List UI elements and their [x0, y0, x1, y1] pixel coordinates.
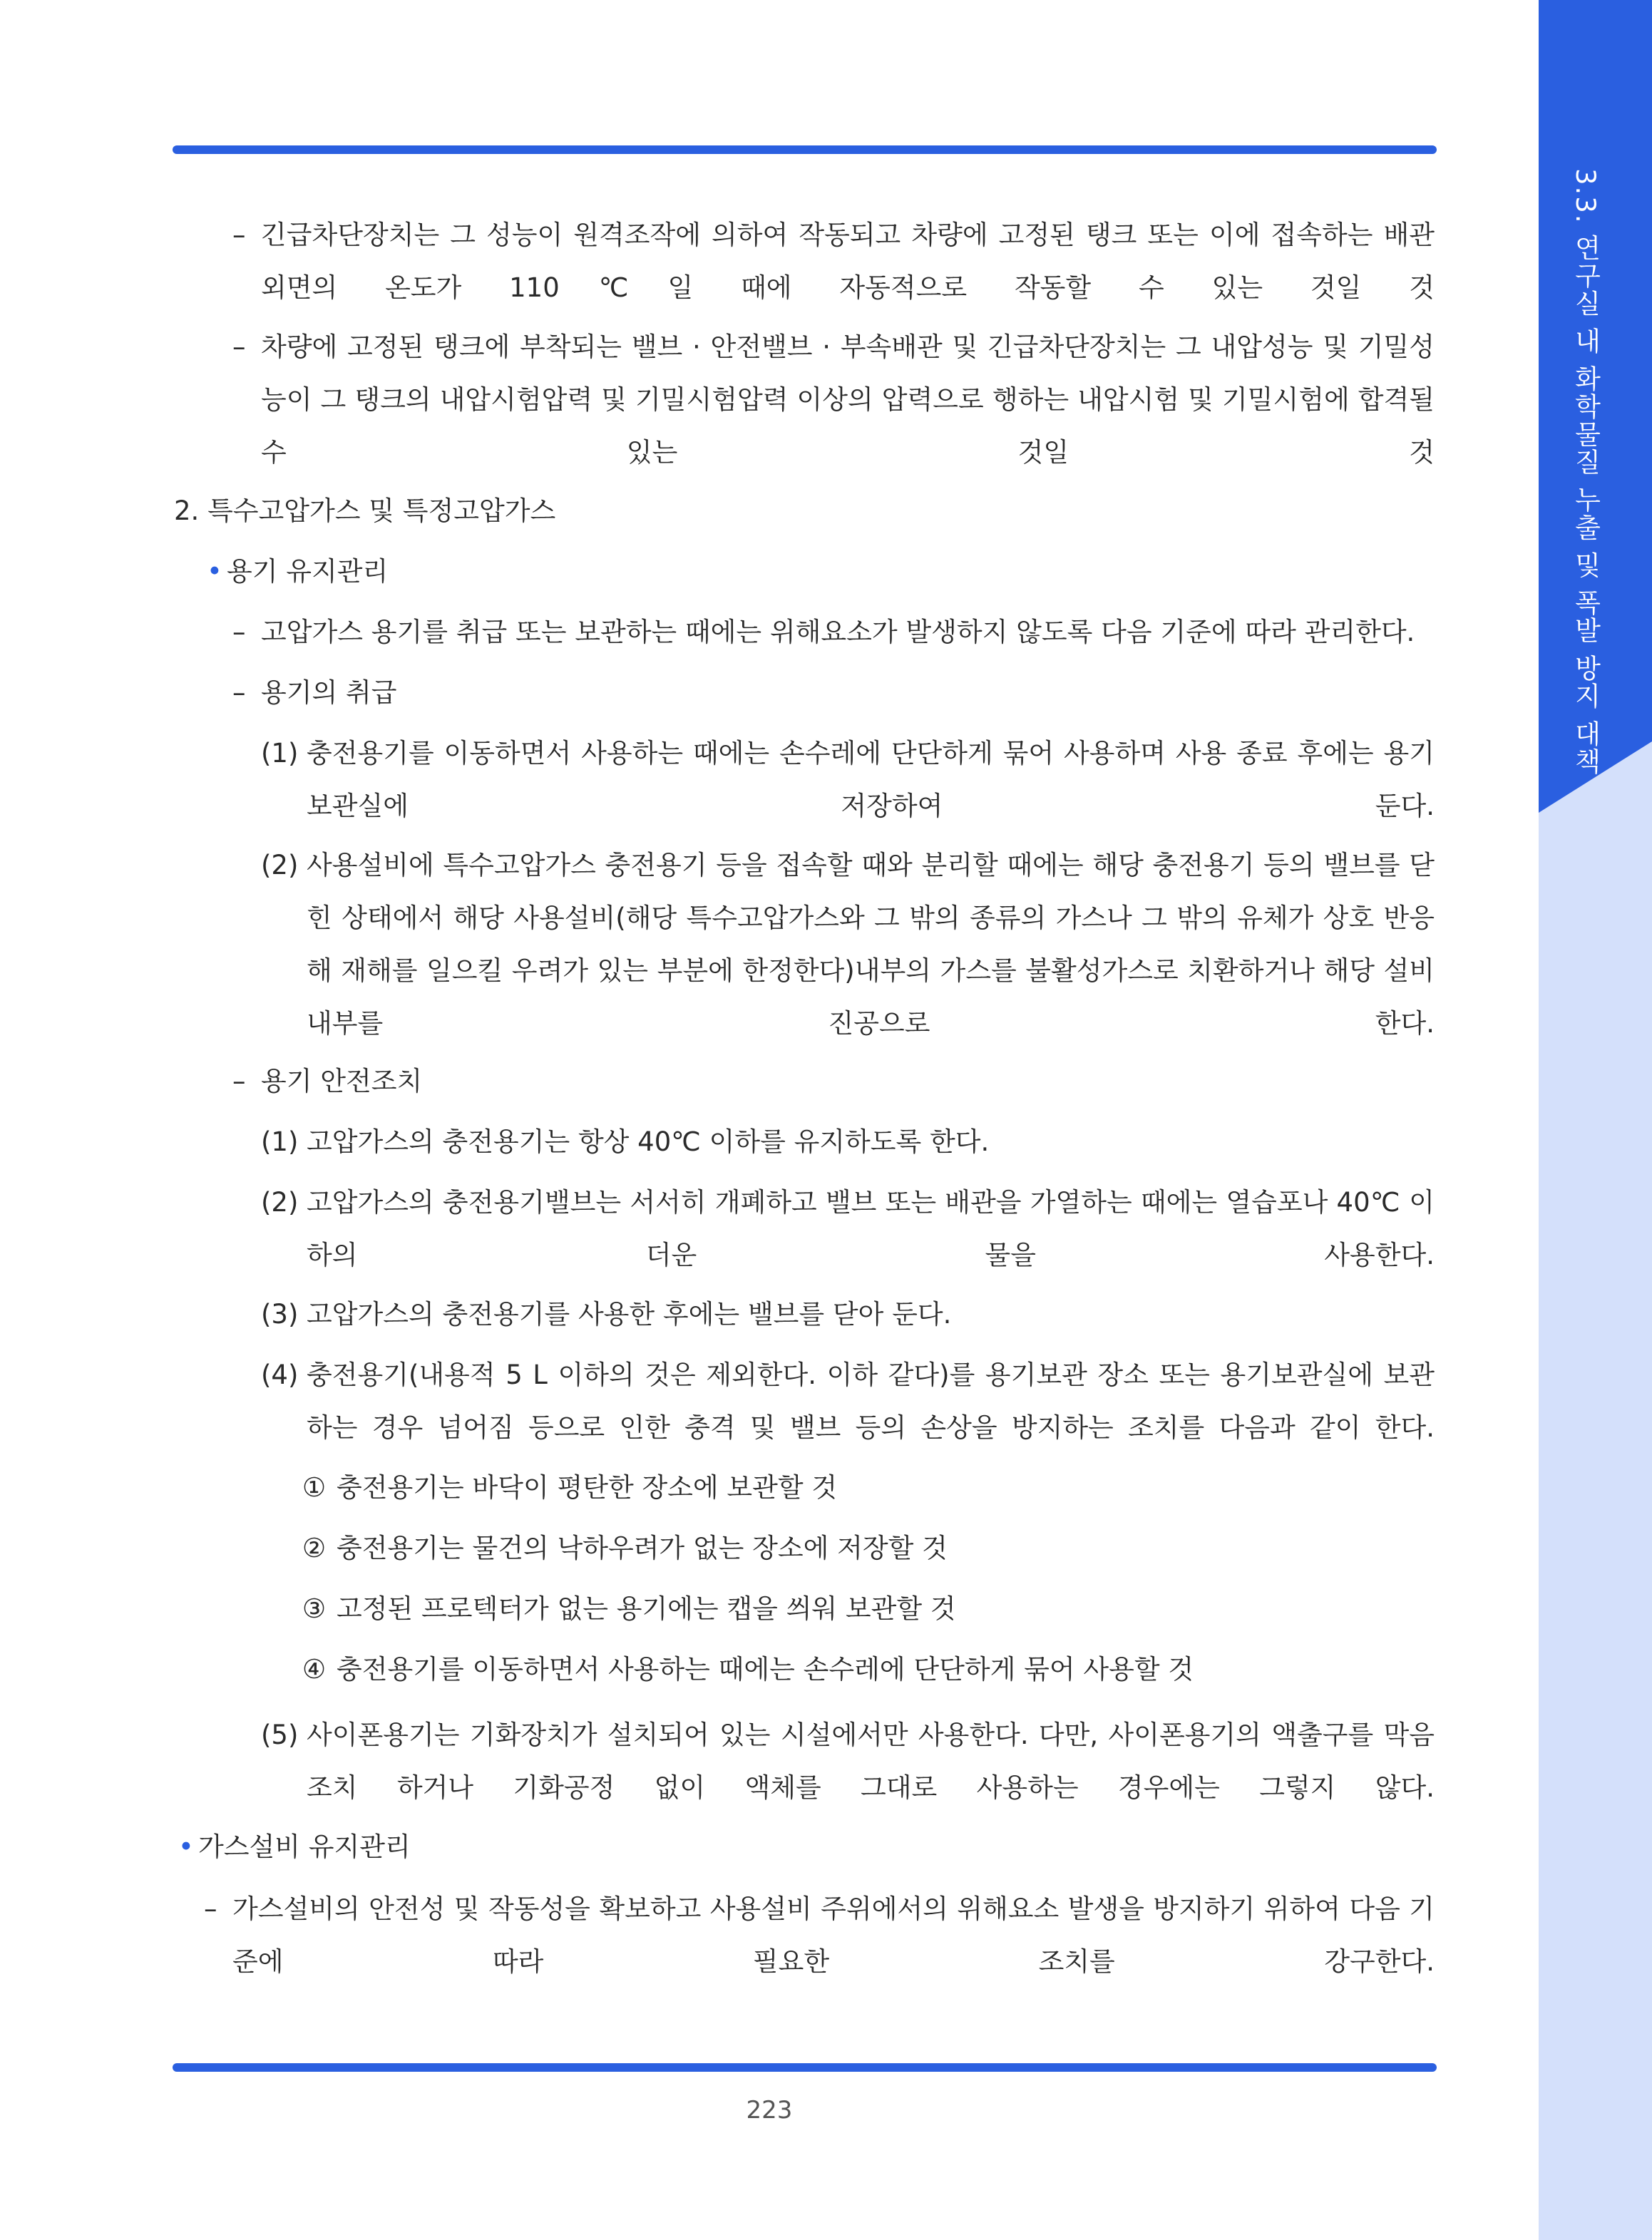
item-text: 고압가스의 충전용기밸브는 서서히 개폐하고 밸브 또는 배관을 가열하는 때에는 열습포나 40℃ 이하의 더운 물을 사용한다. [307, 1187, 1435, 1270]
item-text: 가스설비의 안전성 및 작동성을 확보하고 사용설비 주위에서의 위해요소 발생을 방지하기 위하여 다음 기준에 따라 필요한 조치를 강구한다. [232, 1894, 1435, 1977]
item-number: (5) [261, 1720, 299, 1750]
numbered-item [261, 727, 1435, 833]
item-text: 충전용기(내용적 5 L 이하의 것은 제외한다. 이하 같다)를 용기보관 장소 또는 용기보관실에 보관하는 경우 넘어짐 등으로 인한 충격 및 밸브 등의 손상을 방지하는 조치를 다음과 같이 한다. [307, 1360, 1435, 1443]
dash-marker: – [232, 332, 246, 362]
item-text: 충전용기를 이동하면서 사용하는 때에는 손수레에 단단하게 묶어 사용하며 사용 종료 후에는 용기 보관실에 저장하여 둔다. [307, 738, 1435, 821]
circled-number: ① [302, 1472, 327, 1503]
item-text: 사이폰용기는 기화장치가 설치되어 있는 시설에서만 사용한다. 다만, 사이폰용기의 액출구를 막음조치 하거나 기화공정 없이 액체를 그대로 사용하는 경우에는 그렇지 않다. [307, 1720, 1435, 1803]
list-item [232, 606, 1415, 659]
numbered-item [261, 1349, 1435, 1454]
circled-item [302, 1583, 956, 1635]
dash-marker: – [204, 1894, 217, 1924]
dash-marker: – [232, 1066, 246, 1096]
item-text: 사용설비에 특수고압가스 충전용기 등을 접속할 때와 분리할 때에는 해당 충전용기 등의 밸브를 닫힌 상태에서 해당 사용설비(해당 특수고압가스와 그 밖의 종류의 가스나 그 밖의 유체가 상호 반응해 재해를 일으킬 우려가 있는 부분에 한정한다)내부의 가스를 불활성가스로 치환하거나 해당 설비내부를 진공으로 한다. [307, 850, 1435, 1039]
section-heading-text: 2. 특수고압가스 및 특정고압가스 [174, 495, 556, 526]
item-text: 고압가스의 충전용기를 사용한 후에는 밸브를 닫아 둔다. [307, 1299, 952, 1330]
item-text: 충전용기는 물건의 낙하우려가 없는 장소에 저장할 것 [337, 1533, 948, 1563]
numbered-item [261, 839, 1435, 1050]
list-item [204, 1883, 1435, 1988]
section-heading [174, 485, 555, 538]
item-text: 충전용기를 이동하면서 사용하는 때에는 손수레에 단단하게 묶어 사용할 것 [337, 1654, 1194, 1685]
item-text: 용기의 취급 [261, 677, 397, 708]
footer-rule [173, 2063, 1437, 2072]
circled-number: ③ [302, 1593, 327, 1624]
numbered-item [261, 1288, 951, 1341]
numbered-item [261, 1176, 1435, 1282]
numbered-item [261, 1709, 1435, 1814]
header-rule [173, 145, 1437, 154]
circled-number: ② [302, 1533, 327, 1563]
list-item [232, 1055, 422, 1108]
circled-item [302, 1461, 837, 1514]
bullet-text: 용기 유지관리 [227, 556, 389, 587]
item-text: 고정된 프로텍터가 없는 용기에는 캡을 씌워 보관할 것 [337, 1593, 956, 1624]
dash-marker: – [232, 220, 246, 250]
item-text: 고압가스 용기를 취급 또는 보관하는 때에는 위해요소가 발생하지 않도록 다음 기준에 따라 관리한다. [261, 617, 1415, 647]
item-text: 차량에 고정된 탱크에 부착되는 밸브 · 안전밸브 · 부속배관 및 긴급차단장치는 그 내압성능 및 기밀성능이 그 탱크의 내압시험압력 및 기밀시험압력 이상의 압력으로 행하는 내압시험 및 기밀시험에 합격될 수 있는 것일 것 [261, 332, 1435, 468]
dash-marker: – [232, 677, 246, 708]
page-number: 223 [746, 2096, 793, 2125]
item-number: (3) [261, 1299, 299, 1330]
item-text: 용기 안전조치 [261, 1066, 423, 1096]
numbered-item [261, 1116, 989, 1168]
item-number: (1) [261, 738, 299, 769]
circled-number: ④ [302, 1654, 327, 1685]
bullet-dot: • [178, 1831, 194, 1862]
list-item [232, 321, 1435, 479]
bullet-dot: • [207, 556, 222, 587]
circled-item [302, 1522, 948, 1575]
item-number: (4) [261, 1360, 299, 1390]
circled-item [302, 1643, 1194, 1696]
dash-marker: – [232, 617, 246, 647]
item-text: 긴급차단장치는 그 성능이 원격조작에 의하여 작동되고 차량에 고정된 탱크 또는 이에 접속하는 배관 외면의 온도가 110℃일 때에 자동적으로 작동할 수 있는 것일 것 [261, 220, 1435, 303]
list-item [232, 667, 396, 719]
bullet-item [207, 545, 388, 598]
item-number: (1) [261, 1126, 299, 1157]
item-text: 고압가스의 충전용기는 항상 40℃ 이하를 유지하도록 한다. [307, 1126, 990, 1157]
item-text: 충전용기는 바닥이 평탄한 장소에 보관할 것 [337, 1472, 838, 1503]
chapter-label: 3.3. 연구실 내 화학물질 누출 및 폭발 방지 대책 [1570, 168, 1601, 776]
bullet-item [178, 1821, 411, 1874]
item-number: (2) [261, 850, 299, 880]
list-item [232, 209, 1435, 314]
bullet-text: 가스설비 유지관리 [198, 1831, 411, 1862]
item-number: (2) [261, 1187, 299, 1218]
